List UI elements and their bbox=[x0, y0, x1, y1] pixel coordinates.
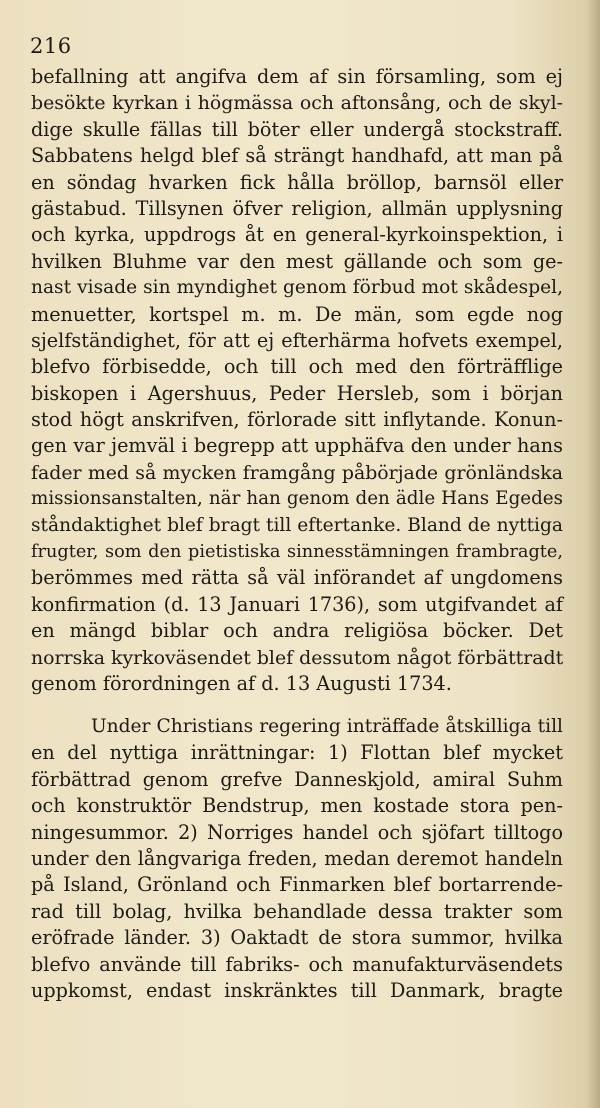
text-line: under den långvariga freden, medan deremot handeln bbox=[31, 846, 563, 870]
text-line: besökte kyrkan i högmässa och aftonsång, och de skyl- bbox=[31, 92, 563, 115]
page-edge-shadow bbox=[586, 0, 600, 1108]
text-line: blefvo använde till fabriks- och manufakturväsendets bbox=[31, 952, 563, 976]
text-line: en del nyttiga inrättningar: 1) Flottan blef mycket bbox=[31, 741, 563, 765]
text-line: konfirmation (d. 13 Januari 1736), som utgifvandet af bbox=[31, 592, 563, 616]
paragraph-1 bbox=[31, 64, 563, 697]
text-line: frugter, som den pietistiska sinnesstämningen frambragte, bbox=[31, 542, 563, 563]
text-line: hvilken Bluhme var den mest gällande och som ge- bbox=[31, 249, 563, 273]
text-line: blefvo förbisedde, och till och med den förträfflige bbox=[31, 355, 563, 379]
page-number: 216 bbox=[30, 34, 72, 58]
text-line: gen var jemväl i begrepp att upphäfva den under hans bbox=[31, 434, 563, 458]
text-line: gästabud. Tillsynen öfver religion, allmän upplysning bbox=[31, 196, 563, 220]
paragraph-2 bbox=[31, 714, 563, 1004]
text-line: på Island, Grönland och Finmarken blef bortarrende- bbox=[31, 873, 563, 897]
text-line: en söndag hvarken fick hålla bröllop, barnsöl eller bbox=[31, 170, 563, 194]
text-line: fader med så mycken framgång påbörjade grönländska bbox=[31, 461, 563, 484]
text-line: berömmes med rätta så väl införandet af ungdomens bbox=[31, 566, 563, 590]
text-line: ningesummor. 2) Norriges handel och sjöfart tilltogo bbox=[31, 820, 563, 844]
text-line: eröfrade länder. 3) Oaktadt de stora summor, hvilka bbox=[31, 926, 563, 950]
text-line: stod högt anskrifven, förlorade sitt inflytande. Konun- bbox=[31, 408, 563, 432]
text-line: menuetter, kortspel m. m. De män, som egde nog bbox=[31, 302, 563, 326]
text-line: missionsanstalten, när han genom den ädle Hans Egedes bbox=[31, 488, 563, 510]
text-line: Under Christians regering inträffade åtskilliga till bbox=[91, 716, 563, 737]
text-line: en mängd biblar och andra religiösa böcker. Det bbox=[31, 619, 563, 643]
text-line: och kyrka, uppdrogs åt en general-kyrkoinspektion, i bbox=[31, 223, 563, 247]
text-line: Sabbatens helgd blef så strängt handhafd, att man på bbox=[31, 144, 563, 168]
text-line: och konstruktör Bendstrup, men kostade stora pen- bbox=[31, 794, 563, 818]
text-line: dige skulle fällas till böter eller undergå stockstraff. bbox=[31, 117, 563, 141]
text-line: ståndaktighet blef bragt till eftertanke. Bland de nyttiga bbox=[31, 514, 563, 536]
text-line: norrska kyrkoväsendet blef dessutom något förbättradt bbox=[31, 646, 564, 669]
text-line: nast visade sin myndighet genom förbud mot skådespel, bbox=[31, 277, 563, 299]
text-line: uppkomst, endast inskränktes till Danmark, bragte bbox=[31, 978, 563, 1002]
text-line: sjelfständighet, för att ej efterhärma hofvets exempel, bbox=[31, 328, 563, 352]
text-line: genom förordningen af d. 13 Augusti 1734. bbox=[31, 671, 452, 695]
text-line: rad till bolag, hvilka behandlade dessa trakter som bbox=[31, 899, 563, 923]
text-line: befallning att angifva dem af sin församling, som ej bbox=[31, 65, 563, 88]
text-line: biskopen i Agershuus, Peder Hersleb, som i början bbox=[31, 381, 563, 405]
text-line: förbättrad genom grefve Danneskjold, amiral Suhm bbox=[31, 767, 563, 791]
